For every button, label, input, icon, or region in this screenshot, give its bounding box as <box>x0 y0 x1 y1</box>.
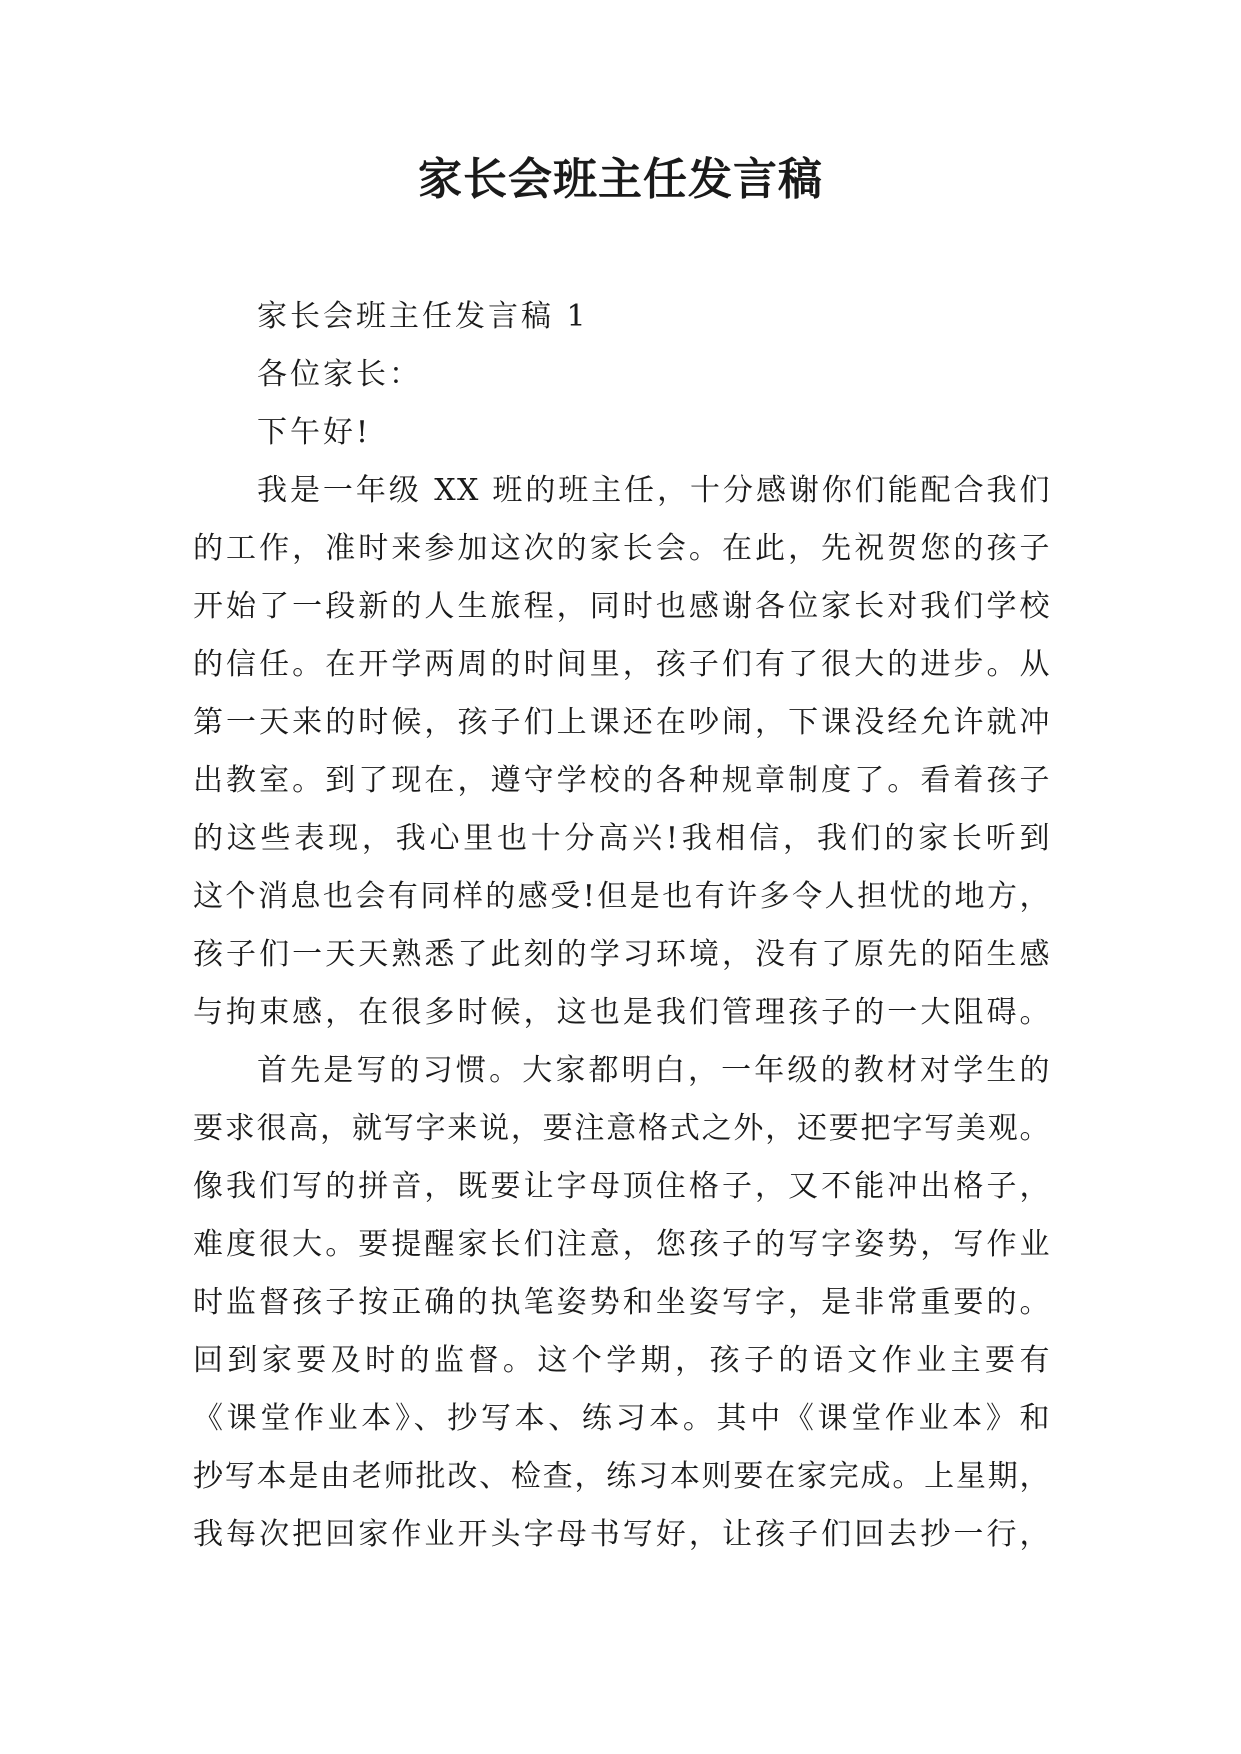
paragraph-line: 《课堂作业本》、抄写本、练习本。其中《课堂作业本》和 <box>193 1401 1051 1436</box>
paragraph-line: 难度很大。要提醒家长们注意，您孩子的写字姿势，写作业 <box>193 1227 1051 1262</box>
paragraph-line: 回到家要及时的监督。这个学期，孩子的语文作业主要有 <box>193 1343 1051 1378</box>
paragraph-line: 要求很高，就写字来说，要注意格式之外，还要把字写美观。 <box>193 1111 1051 1146</box>
paragraph-line: 抄写本是由老师批改、检查，练习本则要在家完成。上星期， <box>193 1459 1051 1494</box>
paragraph-line: 与拘束感，在很多时候，这也是我们管理孩子的一大阻碍。 <box>193 995 1051 1030</box>
section-heading: 家长会班主任发言稿 1 <box>257 299 589 334</box>
paragraph-line: 出教室。到了现在，遵守学校的各种规章制度了。看着孩子 <box>193 763 1051 798</box>
paragraph-line: 的信任。在开学两周的时间里，孩子们有了很大的进步。从 <box>193 647 1051 682</box>
paragraph-line: 开始了一段新的人生旅程，同时也感谢各位家长对我们学校 <box>193 589 1051 624</box>
greeting: 下午好! <box>257 415 372 450</box>
paragraph-line: 时监督孩子按正确的执笔姿势和坐姿写字，是非常重要的。 <box>193 1285 1051 1320</box>
paragraph-line: 像我们写的拼音，既要让字母顶住格子，又不能冲出格子， <box>193 1169 1051 1204</box>
document-body <box>193 288 1051 1564</box>
paragraph-line: 我每次把回家作业开头字母书写好，让孩子们回去抄一行， <box>193 1517 1051 1552</box>
paragraph-line: 的工作，准时来参加这次的家长会。在此，先祝贺您的孩子 <box>193 531 1051 566</box>
document-title: 家长会班主任发言稿 <box>418 154 823 205</box>
paragraph-line: 首先是写的习惯。大家都明白，一年级的教材对学生的 <box>257 1053 1051 1088</box>
paragraph-line: 第一天来的时候，孩子们上课还在吵闹，下课没经允许就冲 <box>193 705 1051 740</box>
paragraph-line: 的这些表现，我心里也十分高兴!我相信，我们的家长听到 <box>193 821 1051 856</box>
paragraph-line: 孩子们一天天熟悉了此刻的学习环境，没有了原先的陌生感 <box>193 937 1051 972</box>
paragraph-line: 这个消息也会有同样的感受!但是也有许多令人担忧的地方， <box>193 879 1051 914</box>
paragraph-line: 我是一年级 XX 班的班主任，十分感谢你们能配合我们 <box>257 473 1051 508</box>
salutation: 各位家长： <box>257 357 422 392</box>
